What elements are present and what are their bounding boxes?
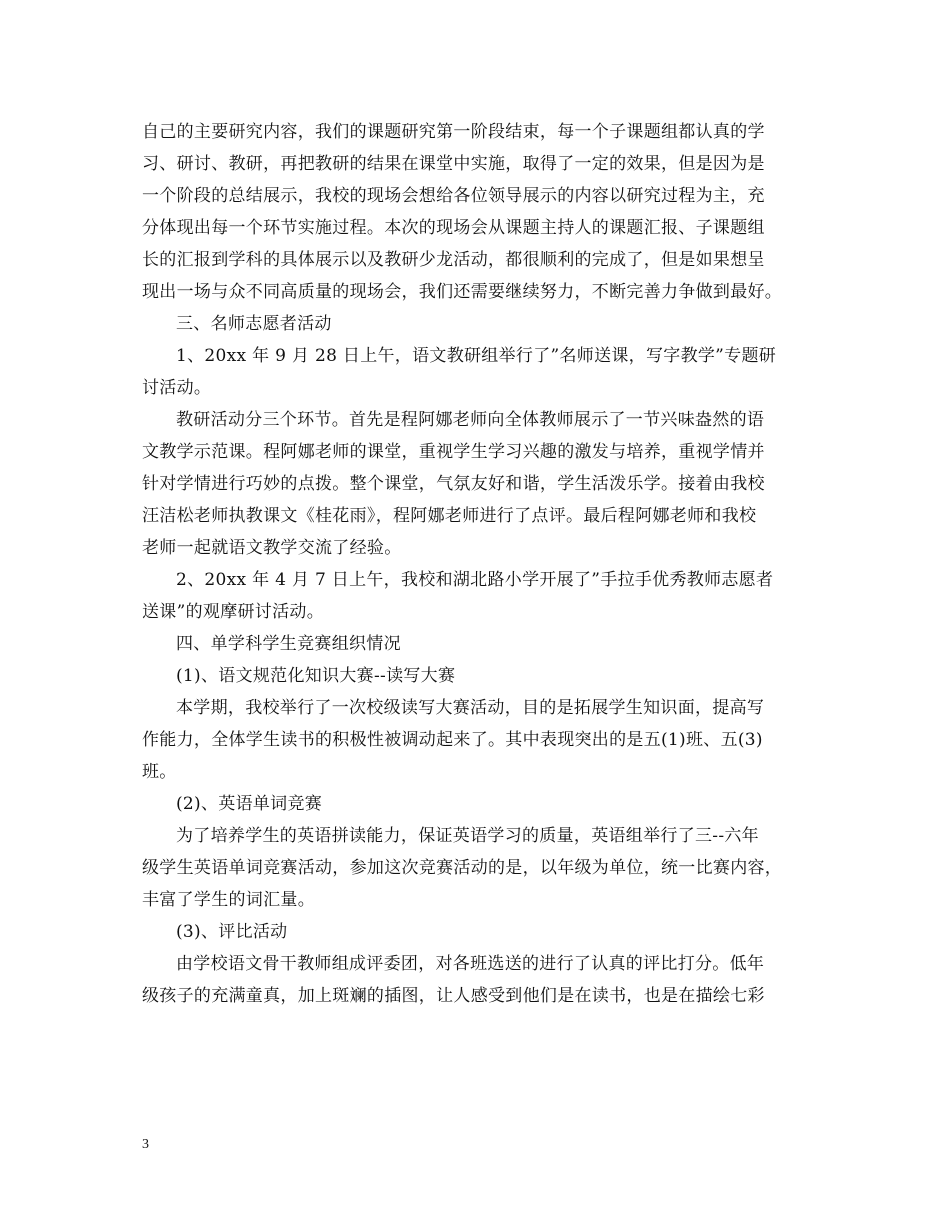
text-line: 级学生英语单词竞赛活动，参加这次竞赛活动的是，以年级为单位，统一比赛内容， bbox=[142, 858, 783, 878]
section-heading: 四、单学科学生竞赛组织情况 bbox=[176, 634, 401, 654]
text-line: 送课”的观摩研讨活动。 bbox=[142, 602, 324, 622]
text-line: 一个阶段的总结展示，我校的现场会想给各位领导展示的内容以研究过程为主，充 bbox=[142, 186, 765, 206]
document-body bbox=[142, 116, 822, 1012]
text-line: 针对学情进行巧妙的点拨。整个课堂，气氛友好和谐，学生活泼乐学。接着由我校 bbox=[142, 474, 765, 494]
subsection-heading: (1)、语文规范化知识大赛--读写大赛 bbox=[176, 666, 456, 686]
subsection-heading: (2)、英语单词竞赛 bbox=[176, 794, 323, 814]
text-line: 教研活动分三个环节。首先是程阿娜老师向全体教师展示了一节兴味盎然的语 bbox=[176, 410, 765, 430]
text-line: 习、研讨、教研，再把教研的结果在课堂中实施，取得了一定的效果，但是因为是 bbox=[142, 154, 765, 174]
section-heading: 三、名师志愿者活动 bbox=[176, 314, 332, 334]
text-line: 班。 bbox=[142, 762, 177, 782]
text-line: 自己的主要研究内容，我们的课题研究第一阶段结束，每一个子课题组都认真的学 bbox=[142, 122, 765, 142]
text-line: 作能力，全体学生读书的积极性被调动起来了。其中表现突出的是五(1)班、五(3) bbox=[142, 730, 763, 750]
text-line: 2、20xx 年 4 月 7 日上午，我校和湖北路小学开展了”手拉手优秀教师志愿者 bbox=[176, 570, 774, 590]
text-line: 1、20xx 年 9 月 28 日上午，语文教研组举行了”名师送课，写字教学”专题研 bbox=[176, 346, 777, 366]
text-line: 本学期，我校举行了一次校级读写大赛活动，目的是拓展学生知识面，提高写 bbox=[176, 698, 765, 718]
text-line: 汪洁松老师执教课文《桂花雨》，程阿娜老师进行了点评。最后程阿娜老师和我校 bbox=[142, 506, 757, 526]
text-line: 长的汇报到学科的具体展示以及教研少龙活动，都很顺利的完成了，但是如果想呈 bbox=[142, 250, 765, 270]
text-line: 文教学示范课。程阿娜老师的课堂，重视学生学习兴趣的激发与培养，重视学情并 bbox=[142, 442, 765, 462]
text-line: 老师一起就语文教学交流了经验。 bbox=[142, 538, 402, 558]
text-line: 讨活动。 bbox=[142, 378, 212, 398]
text-line: 为了培养学生的英语拼读能力，保证英语学习的质量，英语组举行了三--六年 bbox=[176, 826, 759, 846]
text-line: 分体现出每一个环节实施过程。本次的现场会从课题主持人的课题汇报、子课题组 bbox=[142, 218, 765, 238]
text-line: 丰富了学生的词汇量。 bbox=[142, 890, 315, 910]
page-number: 3 bbox=[142, 1137, 149, 1152]
subsection-heading: (3)、评比活动 bbox=[176, 922, 288, 942]
text-line: 由学校语文骨干教师组成评委团，对各班选送的进行了认真的评比打分。低年 bbox=[176, 954, 765, 974]
text-line: 级孩子的充满童真，加上斑斓的插图，让人感受到他们是在读书，也是在描绘七彩 bbox=[142, 986, 765, 1006]
text-line: 现出一场与众不同高质量的现场会，我们还需要继续努力，不断完善力争做到最好。 bbox=[142, 282, 783, 302]
